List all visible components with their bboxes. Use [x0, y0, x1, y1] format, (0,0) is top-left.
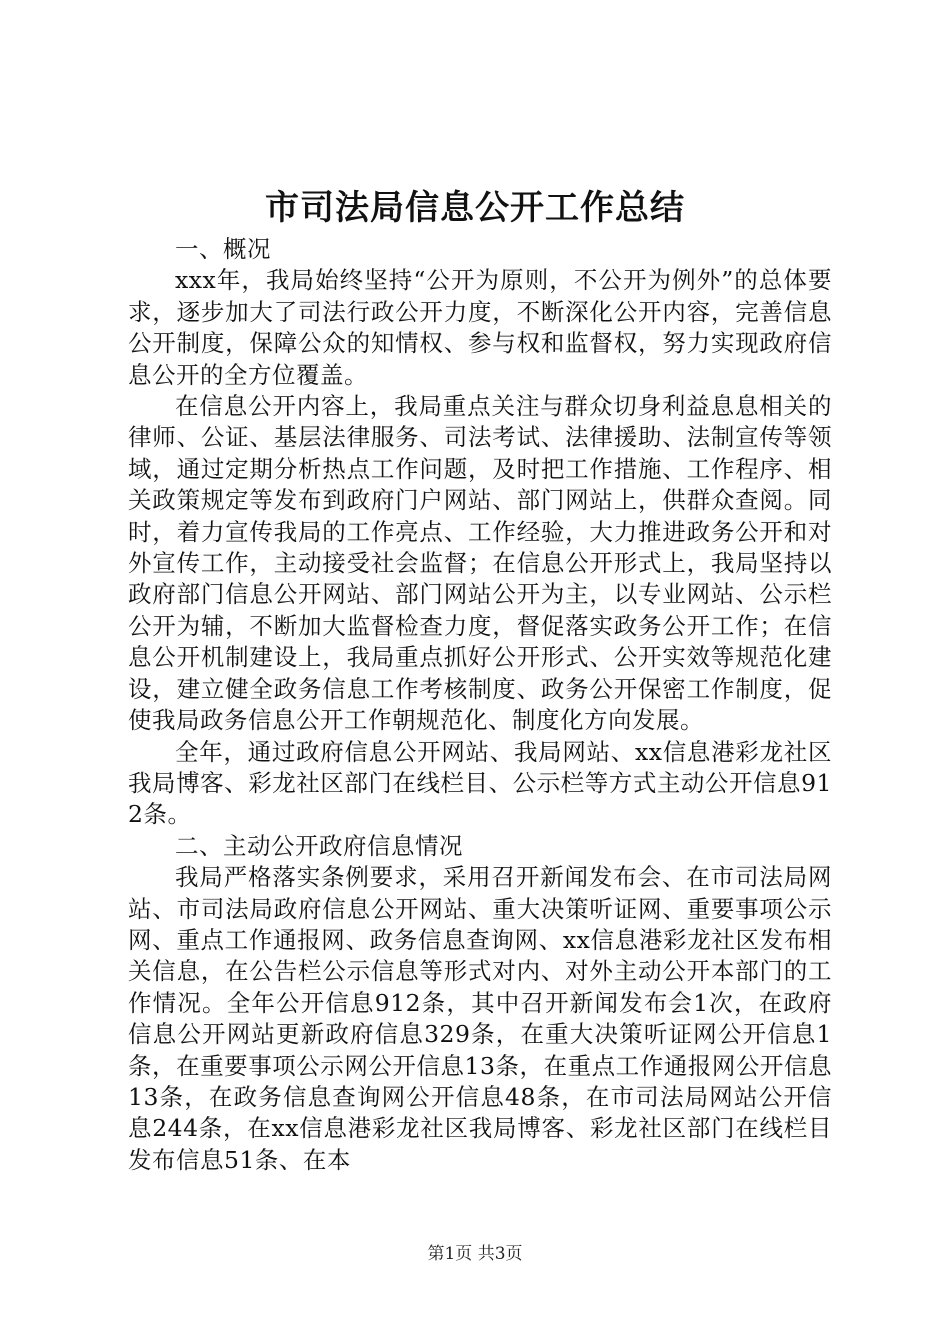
paragraph-active-disclosure-details: 我局严格落实条例要求，采用召开新闻发布会、在市司法局网站、市司法局政府信息公开网站、重大决策听证网、重要事项公示网、重点工作通报网、政务信息查询网、xx信息港彩龙社区发布相关信息，在公告栏公示信息等形式对内、对外主动公开本部门的工作情况。全年公开信息912条，其中召开新闻发布会1次，在政府信息公开网站更新政府信息329条，在重大决策听证网公开信息1条，在重要事项公示网公开信息13条，在重点工作通报网公开信息13条，在政务信息查询网公开信息48条，在市司法局网站公开信息244条，在xx信息港彩龙社区我局博客、彩龙社区部门在线栏目发布信息51条、在本: [128, 863, 832, 1174]
paragraph-overview-intro: xxx年，我局始终坚持“公开为原则，不公开为例外”的总体要求，逐步加大了司法行政公开力度，不断深化公开内容，完善信息公开制度，保障公众的知情权、参与权和监督权，努力实现政府信息公开的全方位覆盖。: [128, 266, 832, 389]
page-footer: 第1页 共3页: [427, 1244, 523, 1264]
document-body: [128, 234, 832, 1176]
document-title: 市司法局信息公开工作总结: [265, 188, 685, 228]
paragraph-annual-total: 全年，通过政府信息公开网站、我局网站、xx信息港彩龙社区我局博客、彩龙社区部门在线栏目、公示栏等方式主动公开信息912条。: [128, 737, 832, 829]
section-heading-active-disclosure: 二、主动公开政府信息情况: [175, 831, 463, 860]
paragraph-content-form-mechanism: 在信息公开内容上，我局重点关注与群众切身利益息息相关的律师、公证、基层法律服务、司法考试、法律援助、法制宣传等领域，通过定期分析热点工作问题，及时把工作措施、工作程序、相关政策规定等发布到政府门户网站、部门网站上，供群众查阅。同时，着力宣传我局的工作亮点、工作经验，大力推进政务公开和对外宣传工作，主动接受社会监督；在信息公开形式上，我局坚持以政府部门信息公开网站、部门网站公开为主，以专业网站、公示栏公开为辅，不断加大监督检查力度，督促落实政务公开工作；在信息公开机制建设上，我局重点抓好公开形式、公开实效等规范化建设，建立健全政务信息工作考核制度、政务公开保密工作制度，促使我局政务信息公开工作朝规范化、制度化方向发展。: [128, 392, 832, 735]
section-heading-overview: 一、概况: [175, 235, 271, 263]
